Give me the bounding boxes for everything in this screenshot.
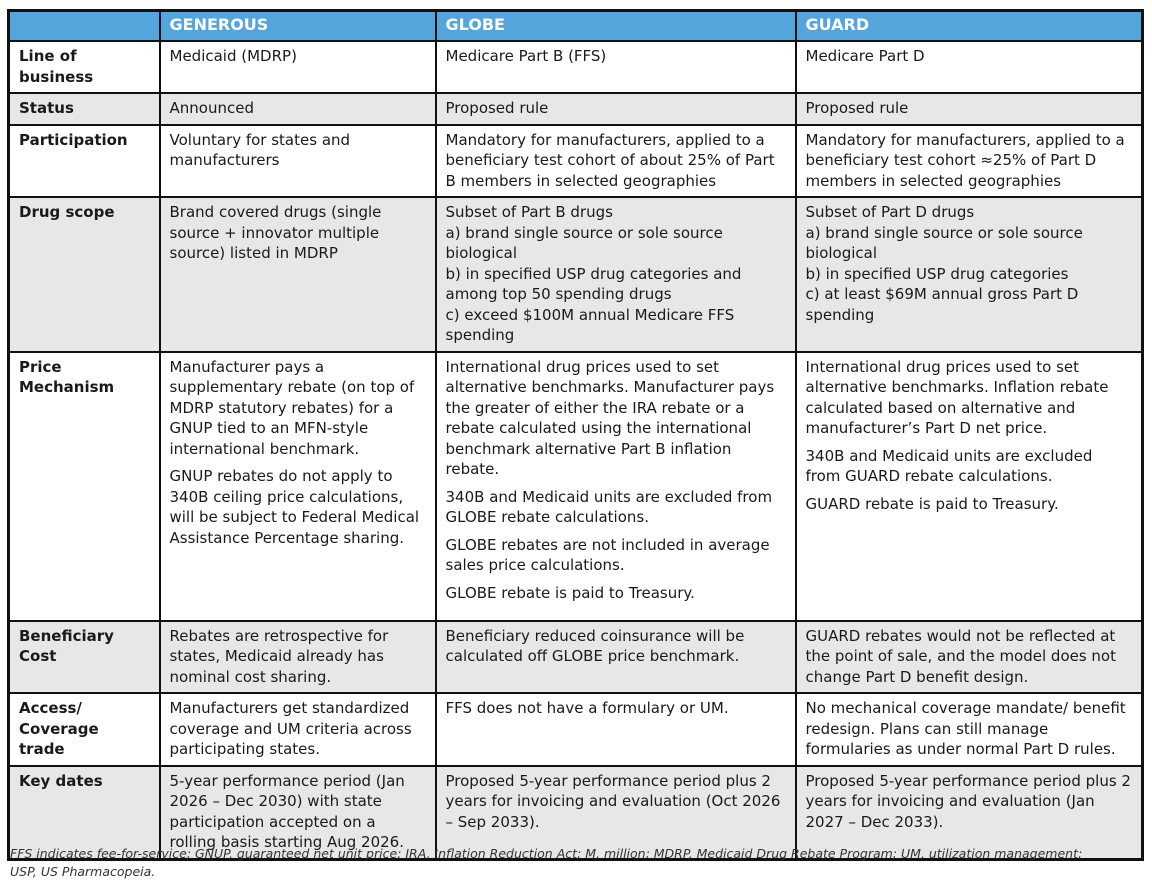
- table-row-participation: [9, 125, 1143, 198]
- cell-line: a) brand single source or sole source biological: [805, 223, 1083, 262]
- cell-guard: [796, 693, 1143, 766]
- cell-line: Subset of Part B drugs: [445, 203, 613, 221]
- table-row-beneficiary-cost: [9, 621, 1143, 694]
- cell-paragraph: Manufacturers get standardized coverage and UM criteria across participating states.: [169, 699, 412, 758]
- cell-paragraph: Beneficiary reduced coinsurance will be calculated off GLOBE price benchmark.: [445, 626, 745, 665]
- cell-globe: [436, 197, 796, 352]
- cell-paragraph: Rebates are retrospective for states, Medicaid already has nominal cost sharing.: [169, 626, 389, 686]
- cell-generous: [160, 352, 436, 621]
- cell-paragraph: Proposed 5-year performance period plus 2 years for invoicing and evaluation (Oct 2026 – Sep 2033).: [445, 771, 781, 831]
- cell-line: c) at least $69M annual gross Part D spending: [805, 285, 1079, 324]
- cell-globe: [436, 352, 796, 621]
- cell-paragraph: No mechanical coverage mandate/ benefit redesign. Plans can still manage formularies as under normal Part D rules.: [805, 699, 1126, 758]
- table-row-line-of-business: [9, 41, 1143, 93]
- cell-line: b) in specified USP drug categories: [805, 264, 1069, 283]
- cell-paragraph: International drug prices used to set alternative benchmarks. Manufacturer pays the greater of either the IRA rebate or a rebate calculated using the international benchmark alternative Part B inflation rebate.: [445, 357, 775, 478]
- row-label: Status: [9, 93, 160, 125]
- header-globe: GLOBE: [436, 11, 796, 42]
- cell-paragraph: Medicaid (MDRP): [169, 47, 297, 65]
- row-label: Access/ Coverage trade: [9, 693, 160, 766]
- cell-globe: [436, 125, 796, 198]
- cell-paragraph: Proposed 5-year performance period plus 2 years for invoicing and evaluation (Jan 2027 – Dec 2033).: [805, 771, 1131, 831]
- row-label: Line of business: [9, 41, 160, 93]
- cell-generous: [160, 125, 436, 198]
- cell-line: Subset of Part D drugs: [805, 203, 975, 221]
- cell-paragraph: Manufacturer pays a supplementary rebate (on top of MDRP statutory rebates) for a GNUP tied to an MFN-style international benchmark.: [169, 357, 415, 458]
- cell-paragraph: Medicare Part B (FFS): [445, 47, 607, 65]
- cell-generous: [160, 93, 436, 125]
- header-empty: [9, 11, 160, 42]
- cell-globe: [436, 621, 796, 694]
- cell-guard: [796, 41, 1143, 93]
- table-row-access-coverage-trade: [9, 693, 1143, 766]
- cell-guard: [796, 621, 1143, 694]
- cell-line: c) exceed $100M annual Medicare FFS spending: [445, 305, 735, 344]
- footnote: FFS indicates fee-for-service; GNUP, guaranteed net unit price; IRA, Inflation Reduction Act; M, million; MDRP, Medicaid Drug Rebate Program; UM, utilization management; USP, US Pharmacopeia.: [10, 846, 1083, 879]
- row-label: Beneficiary Cost: [9, 621, 160, 694]
- cell-paragraph: Proposed rule: [805, 99, 909, 117]
- cell-paragraph: GLOBE rebates are not included in average sales price calculations.: [445, 535, 770, 574]
- header-row: [9, 11, 1143, 42]
- cell-paragraph: Proposed rule: [445, 99, 549, 117]
- table-row-status: [9, 93, 1143, 125]
- cell-globe: [436, 693, 796, 766]
- table-body: [9, 41, 1143, 859]
- cell-paragraph: Mandatory for manufacturers, applied to a beneficiary test cohort ≈25% of Part D members in selected geographies: [805, 130, 1125, 190]
- comparison-table: [7, 9, 1144, 861]
- table-row-drug-scope: [9, 197, 1143, 352]
- cell-line: b) in specified USP drug categories and among top 50 spending drugs: [445, 264, 742, 303]
- cell-globe: [436, 93, 796, 125]
- cell-paragraph: Mandatory for manufacturers, applied to a beneficiary test cohort of about 25% of Part B members in selected geographies: [445, 130, 775, 190]
- cell-paragraph: 5-year performance period (Jan 2026 – Dec 2030) with state participation accepted on a rolling basis starting Aug 2026.: [169, 771, 405, 851]
- header-generous: GENEROUS: [160, 11, 436, 42]
- cell-paragraph: 340B and Medicaid units are excluded from GUARD rebate calculations.: [805, 446, 1093, 485]
- cell-paragraph: GLOBE rebate is paid to Treasury.: [445, 583, 695, 602]
- cell-guard: [796, 125, 1143, 198]
- row-label: Participation: [9, 125, 160, 198]
- cell-paragraph: FFS does not have a formulary or UM.: [445, 699, 729, 717]
- cell-generous: [160, 693, 436, 766]
- row-label: Key dates: [9, 766, 160, 860]
- cell-guard: [796, 93, 1143, 125]
- cell-paragraph: GUARD rebates would not be reflected at the point of sale, and the model does not change Part D benefit design.: [805, 626, 1116, 686]
- row-label: Price Mechanism: [9, 352, 160, 621]
- header-guard: GUARD: [796, 11, 1143, 42]
- cell-generous: [160, 621, 436, 694]
- cell-paragraph: Voluntary for states and manufacturers: [169, 130, 351, 169]
- row-label: Drug scope: [9, 197, 160, 352]
- cell-guard: [796, 352, 1143, 621]
- cell-paragraph: International drug prices used to set alternative benchmarks. Inflation rebate calculated based on alternative and manufacturer’s Part D net price.: [805, 357, 1109, 437]
- cell-paragraph: Announced: [169, 99, 254, 117]
- cell-paragraph: GNUP rebates do not apply to 340B ceiling price calculations, will be subject to Federal Medical Assistance Percentage sharing.: [169, 467, 420, 547]
- cell-line: Brand covered drugs (single source + innovator multiple source) listed in MDRP: [169, 203, 382, 262]
- cell-paragraph: 340B and Medicaid units are excluded from GLOBE rebate calculations.: [445, 487, 773, 526]
- cell-generous: [160, 197, 436, 352]
- table-row-price-mechanism: [9, 352, 1143, 621]
- cell-guard: [796, 197, 1143, 352]
- cell-generous: [160, 41, 436, 93]
- cell-paragraph: Medicare Part D: [805, 47, 925, 65]
- cell-globe: [436, 41, 796, 93]
- cell-paragraph: GUARD rebate is paid to Treasury.: [805, 494, 1059, 513]
- cell-line: a) brand single source or sole source biological: [445, 223, 723, 262]
